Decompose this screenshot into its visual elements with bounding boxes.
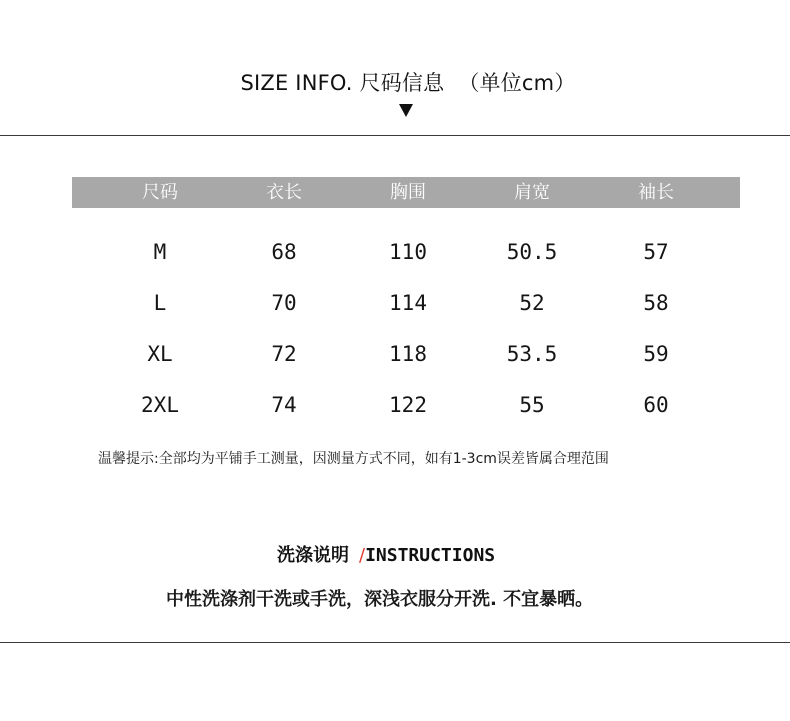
title-slash: / [359,545,366,566]
size-info-title [0,69,790,97]
table-row [72,339,740,390]
size-table [72,177,740,441]
header-size: 尺码 [142,182,178,203]
cell-chest: 122 [389,393,427,417]
care-instructions-title [277,543,495,569]
cell-chest: 110 [389,240,427,264]
cell-sleeve: 58 [643,291,669,315]
cell-shoulder: 52 [519,291,545,315]
cell-size: 2XL [141,393,179,417]
cell-length: 72 [271,342,297,366]
care-instructions-text: 中性洗涤剂干洗或手洗，深浅衣服分开洗. 不宜暴晒。 [166,589,594,610]
header-chest: 胸围 [390,182,426,203]
care-title-en: INSTRUCTIONS [365,545,496,566]
cell-sleeve: 57 [643,240,669,264]
cell-shoulder: 55 [519,393,545,417]
bottom-divider [0,642,790,643]
cell-shoulder: 50.5 [506,240,558,264]
unit-note: （单位cm） [458,71,576,95]
cell-length: 70 [271,291,297,315]
top-divider [0,135,790,136]
cell-shoulder: 53.5 [506,342,558,366]
header-sleeve: 袖长 [638,182,674,203]
cell-length: 68 [271,240,297,264]
cell-length: 74 [271,393,297,417]
cell-sleeve: 59 [643,342,669,366]
measurement-note: 温馨提示:全部均为平铺手工测量，因测量方式不同，如有1-3cm误差皆属合理范围 [98,451,609,467]
cell-size: M [153,240,167,264]
cell-chest: 114 [389,291,427,315]
size-info-title-text: SIZE INFO. 尺码信息 [240,71,445,95]
care-title-cn: 洗涤说明 [277,545,349,566]
header-shoulder: 肩宽 [514,182,550,203]
cell-chest: 118 [389,342,427,366]
size-table-header [72,177,740,208]
cell-size: XL [147,342,173,366]
cell-size: L [153,291,167,315]
header-length: 衣长 [266,182,302,203]
cell-sleeve: 60 [643,393,669,417]
down-triangle-icon [399,104,413,117]
size-table-body [72,208,740,441]
table-row [72,390,740,441]
table-row [72,237,740,288]
table-row [72,288,740,339]
